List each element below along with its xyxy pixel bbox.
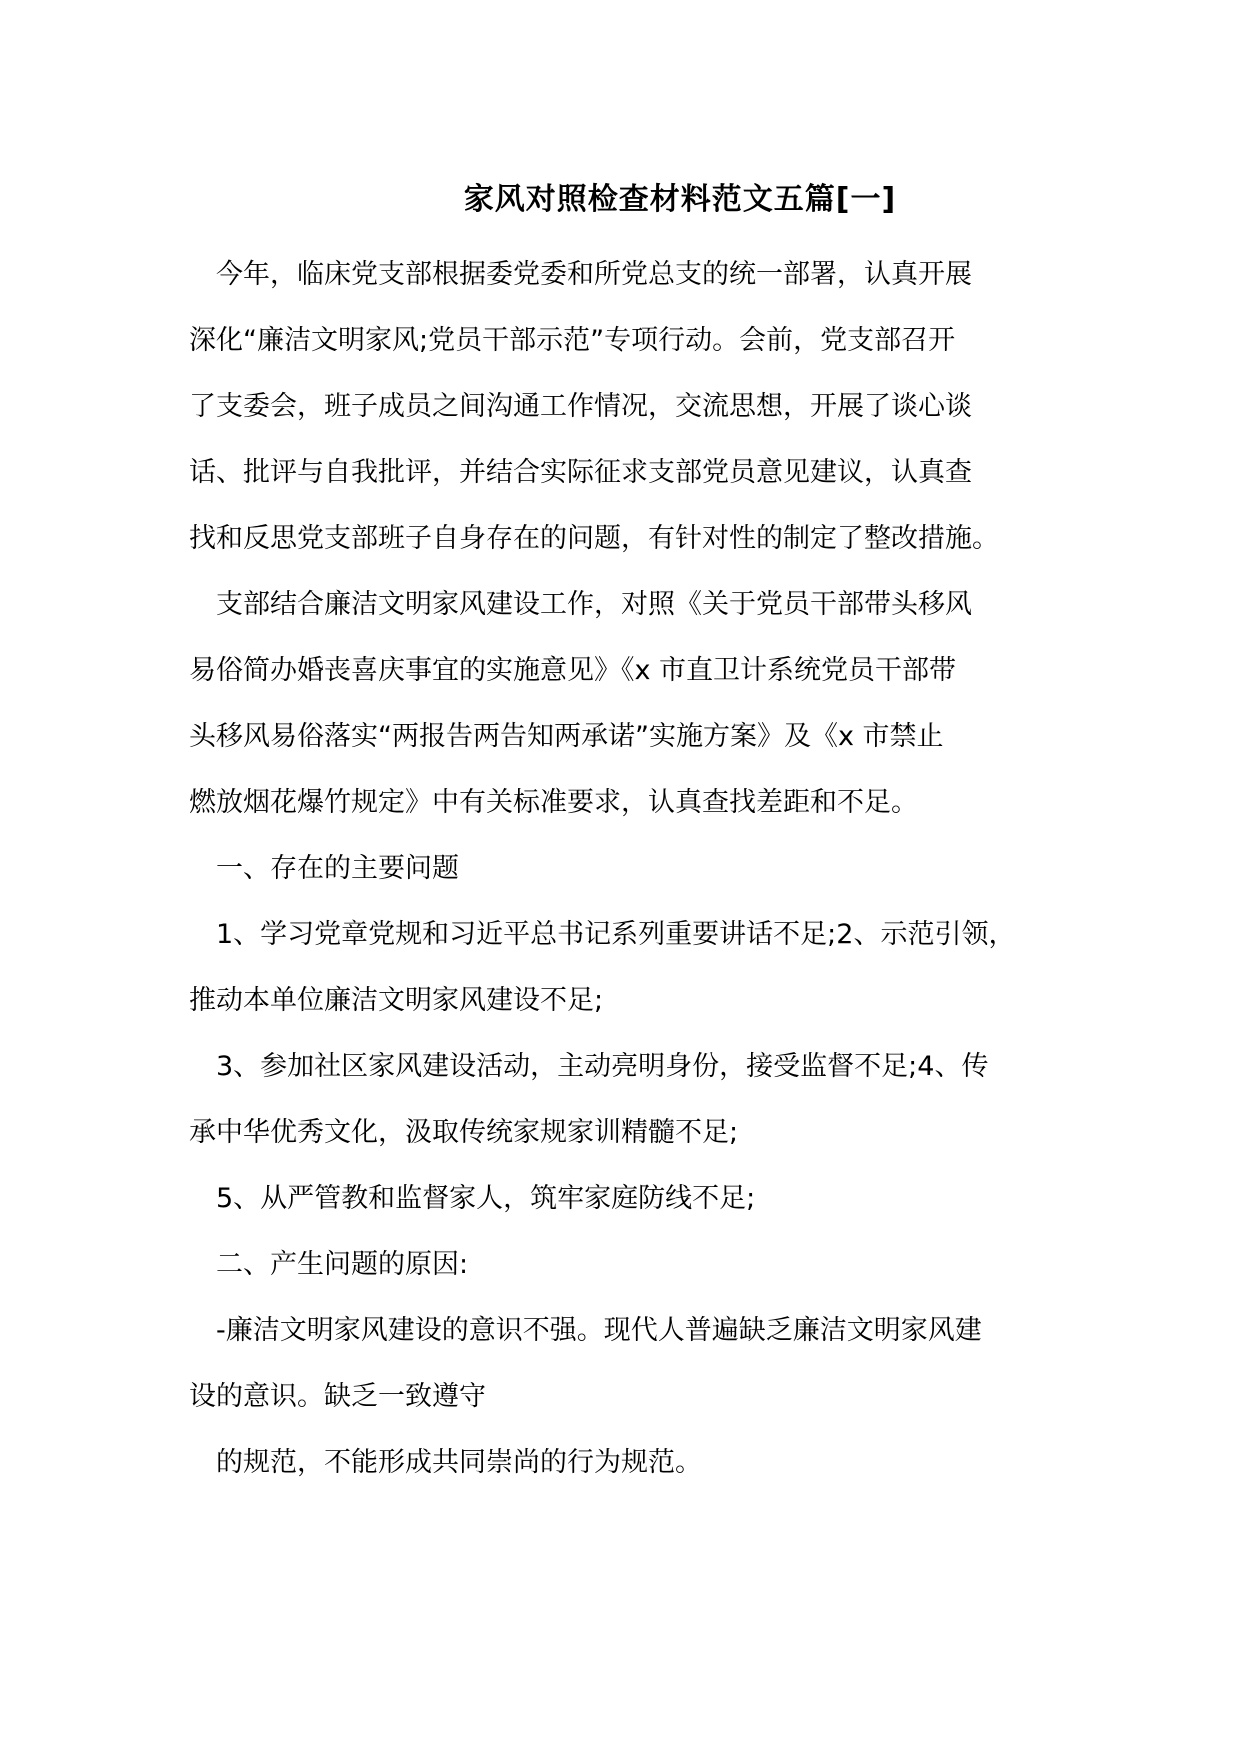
- text-line: 支部结合廉洁文明家风建设工作，对照《关于党员干部带头移风: [216, 589, 972, 620]
- text-line: 燃放烟花爆竹规定》中有关标准要求，认真查找差距和不足。: [189, 787, 918, 818]
- text-line: 的规范，不能形成共同崇尚的行为规范。: [216, 1447, 702, 1478]
- text-line: 话、批评与自我批评，并结合实际征求支部党员意见建议，认真查: [189, 457, 972, 488]
- text-line: 找和反思党支部班子自身存在的问题，有针对性的制定了整改措施。: [189, 523, 999, 554]
- text-line: -廉洁文明家风建设的意识不强。现代人普遍缺乏廉洁文明家风建: [216, 1315, 982, 1346]
- text-line: 头移风易俗落实“两报告两告知两承诺”实施方案》及《x 市禁止: [189, 721, 944, 752]
- text-line: 二、产生问题的原因:: [216, 1249, 469, 1280]
- text-line: 设的意识。缺乏一致遵守: [189, 1381, 486, 1412]
- text-line: 了支委会，班子成员之间沟通工作情况，交流思想，开展了谈心谈: [189, 391, 972, 422]
- text-line: 易俗简办婚丧喜庆事宜的实施意见》《x 市直卫计系统党员干部带: [189, 655, 957, 686]
- text-line: 5、从严管教和监督家人，筑牢家庭防线不足;: [216, 1183, 756, 1214]
- text-line: 承中华优秀文化，汲取传统家规家训精髓不足;: [189, 1117, 739, 1148]
- text-line: 一、存在的主要问题: [216, 853, 459, 884]
- text-line: 推动本单位廉洁文明家风建设不足;: [189, 985, 604, 1016]
- document-body: [189, 242, 1089, 1496]
- text-line: 1、学习党章党规和习近平总书记系列重要讲话不足;2、示范引领，: [216, 919, 1016, 950]
- text-line: 今年，临床党支部根据委党委和所党总支的统一部署，认真开展: [216, 259, 972, 290]
- text-line: 深化“廉洁文明家风;党员干部示范”专项行动。会前，党支部召开: [189, 325, 956, 356]
- document-title: 家风对照检查材料范文五篇[一]: [463, 182, 897, 217]
- text-line: 3、参加社区家风建设活动，主动亮明身份，接受监督不足;4、传: [216, 1051, 989, 1082]
